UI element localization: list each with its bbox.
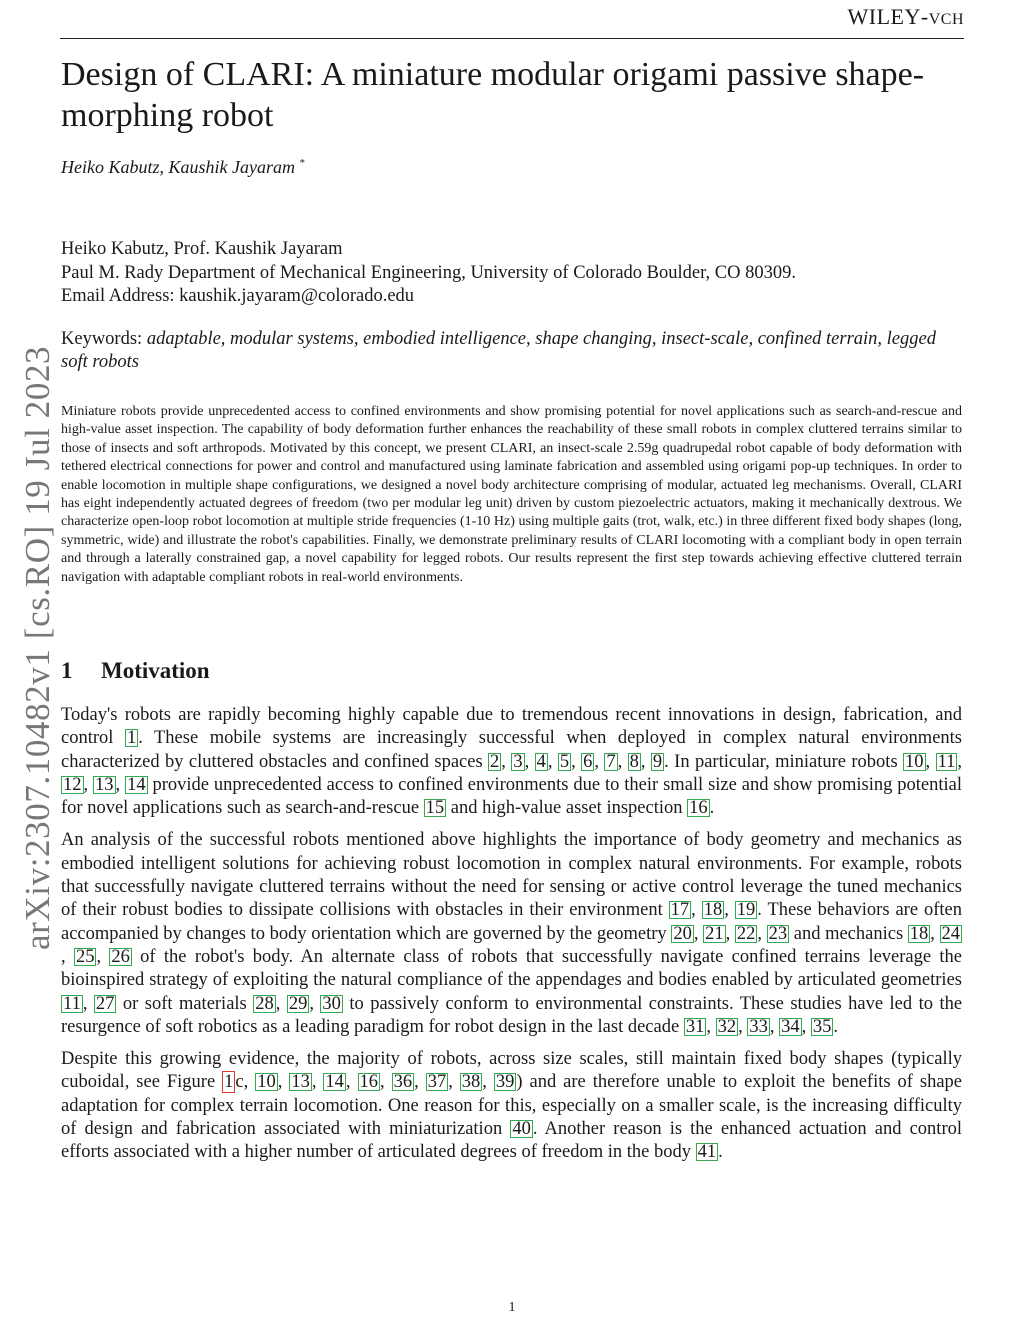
citation-link[interactable]: 19 — [736, 900, 756, 921]
paper-title: Design of CLARI: A miniature modular origami passive shape-morphing robot — [61, 56, 925, 134]
citation-link[interactable]: 10 — [257, 1072, 276, 1093]
citation-link[interactable]: 4 — [536, 751, 546, 772]
citation-link[interactable]: 10 — [905, 751, 924, 772]
section-heading — [61, 656, 962, 686]
page-number: 1 — [508, 1300, 516, 1315]
paragraph-1: Today's robots are rapidly becoming highly capable due to tremendous recent innovations in design, fabrication, and control 1 . These mobile systems are increasingly successful when deployed in complex natural environments characterized by cluttered obstacles and confined spaces 2 , 3 , 4 , 5 , 6 , 7 , 8 , 9 . In particular, miniature robots 10 , 11 , 12 , 13 , 14 provide unprecedented access to confined environments due to their small size and show promising potential for novel applications such as search-and-rescue 15 and high-value asset inspection 16 . — [61, 705, 963, 819]
citation-link[interactable]: 40 — [512, 1119, 531, 1140]
citation-link[interactable]: 14 — [127, 774, 146, 795]
authors-text: Heiko Kabutz, Kaushik Jayaram — [61, 157, 295, 177]
citation-link[interactable]: 27 — [95, 993, 115, 1014]
publisher-suffix: VCH — [928, 11, 964, 28]
contact-email[interactable]: Email Address: kaushik.jayaram@colorado.edu — [61, 286, 415, 306]
citation-link[interactable]: 7 — [606, 751, 616, 772]
affiliation-names: Heiko Kabutz, Prof. Kaushik Jayaram — [61, 239, 343, 259]
citation-link[interactable]: 39 — [495, 1072, 515, 1093]
citation-link[interactable]: 32 — [717, 1016, 737, 1037]
affiliation-block — [61, 238, 962, 309]
citation-link[interactable]: 12 — [63, 774, 82, 795]
publisher-separator: - — [920, 4, 929, 29]
citation-link[interactable]: 6 — [583, 751, 593, 772]
citation-link[interactable]: 18 — [909, 923, 929, 944]
citation-link[interactable]: 36 — [393, 1072, 413, 1093]
citation-link[interactable]: 17 — [670, 900, 690, 921]
citation-link[interactable]: 23 — [768, 923, 788, 944]
paragraph-2: An analysis of the successful robots mentioned above highlights the importance of body geometry and mechanics as embodied intelligent solutions for achieving robust locomotion in complex natural environments. For example, robots that successfully navigate cluttered terrains without the need for sensing or active control leverage the tuned mechanics of their robust bodies to dissipate collisions with obstacles in their environment 17 , 18 , 19 . These behaviors are often accompanied by changes to body orientation which are governed by the geometry 20 , 21 , 22 , 23 and mechanics 18 , 24, 25 , 26 of the robot's body. An alternate class of robots that successfully navigate confined terrains leverage the bioinspired strategy of exploiting the natural compliance of the appendages and bodies enabled by articulated geometries 11 , 27 or soft materials 28 , 29 , 30 to passively conform to environmental constraints. These studies have led to the resurgence of soft robotics as a leading paradigm for robot design in the last decade 31 , 32 , 33 , 34 , 35 . — [61, 830, 963, 1037]
citation-link[interactable]: 11 — [937, 751, 956, 772]
citation-link[interactable]: 3 — [513, 751, 523, 772]
citation-link[interactable]: 31 — [685, 1016, 705, 1037]
header-rule — [60, 38, 964, 39]
body-text — [61, 704, 962, 1174]
citation-link[interactable]: 20 — [673, 923, 692, 944]
citation-link[interactable]: 35 — [812, 1016, 832, 1037]
citation-link[interactable]: 9 — [652, 751, 663, 772]
keywords-label: Keywords: — [61, 329, 143, 349]
citation-link[interactable]: 8 — [629, 751, 639, 772]
citation-link[interactable]: 1 — [126, 728, 137, 749]
citation-link[interactable]: 28 — [255, 993, 274, 1014]
citation-link[interactable]: 22 — [736, 923, 756, 944]
citation-link[interactable]: 41 — [697, 1142, 717, 1163]
author-list — [61, 152, 962, 178]
citation-link[interactable]: 38 — [461, 1072, 481, 1093]
citation-link[interactable]: 18 — [703, 900, 723, 921]
citation-link[interactable]: 13 — [95, 774, 114, 795]
figure-link[interactable]: 1 — [224, 1072, 234, 1093]
publisher-logo — [848, 4, 964, 30]
citation-link[interactable]: 25 — [75, 946, 95, 967]
keywords-block — [61, 328, 962, 374]
citation-link[interactable]: 11 — [63, 993, 81, 1014]
keywords-list: adaptable, modular systems, embodied intelligence, shape changing, insect-scale, confined terrain, legged soft robots — [61, 329, 936, 372]
citation-link[interactable]: 15 — [425, 798, 445, 819]
section-number: 1 — [61, 658, 73, 683]
citation-link[interactable]: 13 — [291, 1072, 310, 1093]
citation-link[interactable]: 14 — [325, 1072, 344, 1093]
abstract: Miniature robots provide unprecedented access to confined environments and show promising potential for novel applications such as search-and-rescue and high-value asset inspection. The capability of body deformation further enhances the reachability of these small robots in complex cluttered terrains similar to those of insects and soft arthropods. Motivated by this concept, we present CLARI, an insect-scale 2.59g quadrupedal robot capable of body deformation with tethered electrical connections for power and control and manufactured using laminate fabrication and assembled using origami pop-up techniques. In order to enable locomotion in multiple shape configurations, we designed a novel body architecture comprising of modular, actuated leg mechanisms. Overall, CLARI has eight independently actuated degrees of freedom (two per modular leg unit) driven by custom piezoelectric actuators, making it mechanically dextrous. We characterize open-loop robot locomotion at multiple stride frequencies (1-10 Hz) using multiple gaits (trot, walk, etc.) in three different fixed body shapes (long, symmetric, wide) and illustrate the robot's capabilities. Finally, we demonstrate preliminary results of CLARI locomoting with a compliant body in open terrain and through a laterally constrained gap, a novel capability for legged robots. Our results represent the first step towards achieving effective cluttered terrain navigation with adaptable compliant robots in real-world environments. — [61, 404, 962, 585]
citation-link[interactable]: 16 — [689, 798, 708, 819]
publisher-name: WILEY — [847, 4, 921, 29]
citation-link[interactable]: 33 — [749, 1016, 768, 1037]
citation-link[interactable]: 30 — [322, 993, 341, 1014]
citation-link[interactable]: 37 — [427, 1072, 447, 1093]
citation-link[interactable]: 5 — [559, 751, 570, 772]
citation-link[interactable]: 24 — [941, 923, 961, 944]
citation-link[interactable]: 34 — [781, 1016, 800, 1037]
affiliation-department: Paul M. Rady Department of Mechanical Engineering, University of Colorado Boulder, CO 80309. — [61, 262, 796, 283]
paragraph-3: Despite this growing evidence, the majority of robots, across size scales, still maintain fixed body shapes (typically cuboidal, see Figure 1 c, 10 , 13 , 14 , 16 , 36 , 37 , 38 , 39 ) and are therefore unable to exploit the benefits of shape adaptation for complex terrain locomotion. One reason for this, especially on a smaller scale, is the increasing difficulty of design and fabrication associated with miniaturization 40 . Another reason is the enhanced actuation and control efforts associated with a higher number of articulated degrees of freedom in the body 41 . — [61, 1049, 963, 1163]
arxiv-watermark: arXiv:2307.10482v1 [cs.RO] 19 Jul 2023 — [18, 345, 57, 950]
citation-link[interactable]: 16 — [359, 1072, 378, 1093]
citation-link[interactable]: 21 — [705, 923, 724, 944]
citation-link[interactable]: 26 — [111, 946, 130, 967]
section-title: Motivation — [101, 658, 210, 683]
corresponding-author-mark: * — [299, 157, 305, 169]
citation-link[interactable]: 2 — [490, 751, 500, 772]
citation-link[interactable]: 29 — [288, 993, 308, 1014]
